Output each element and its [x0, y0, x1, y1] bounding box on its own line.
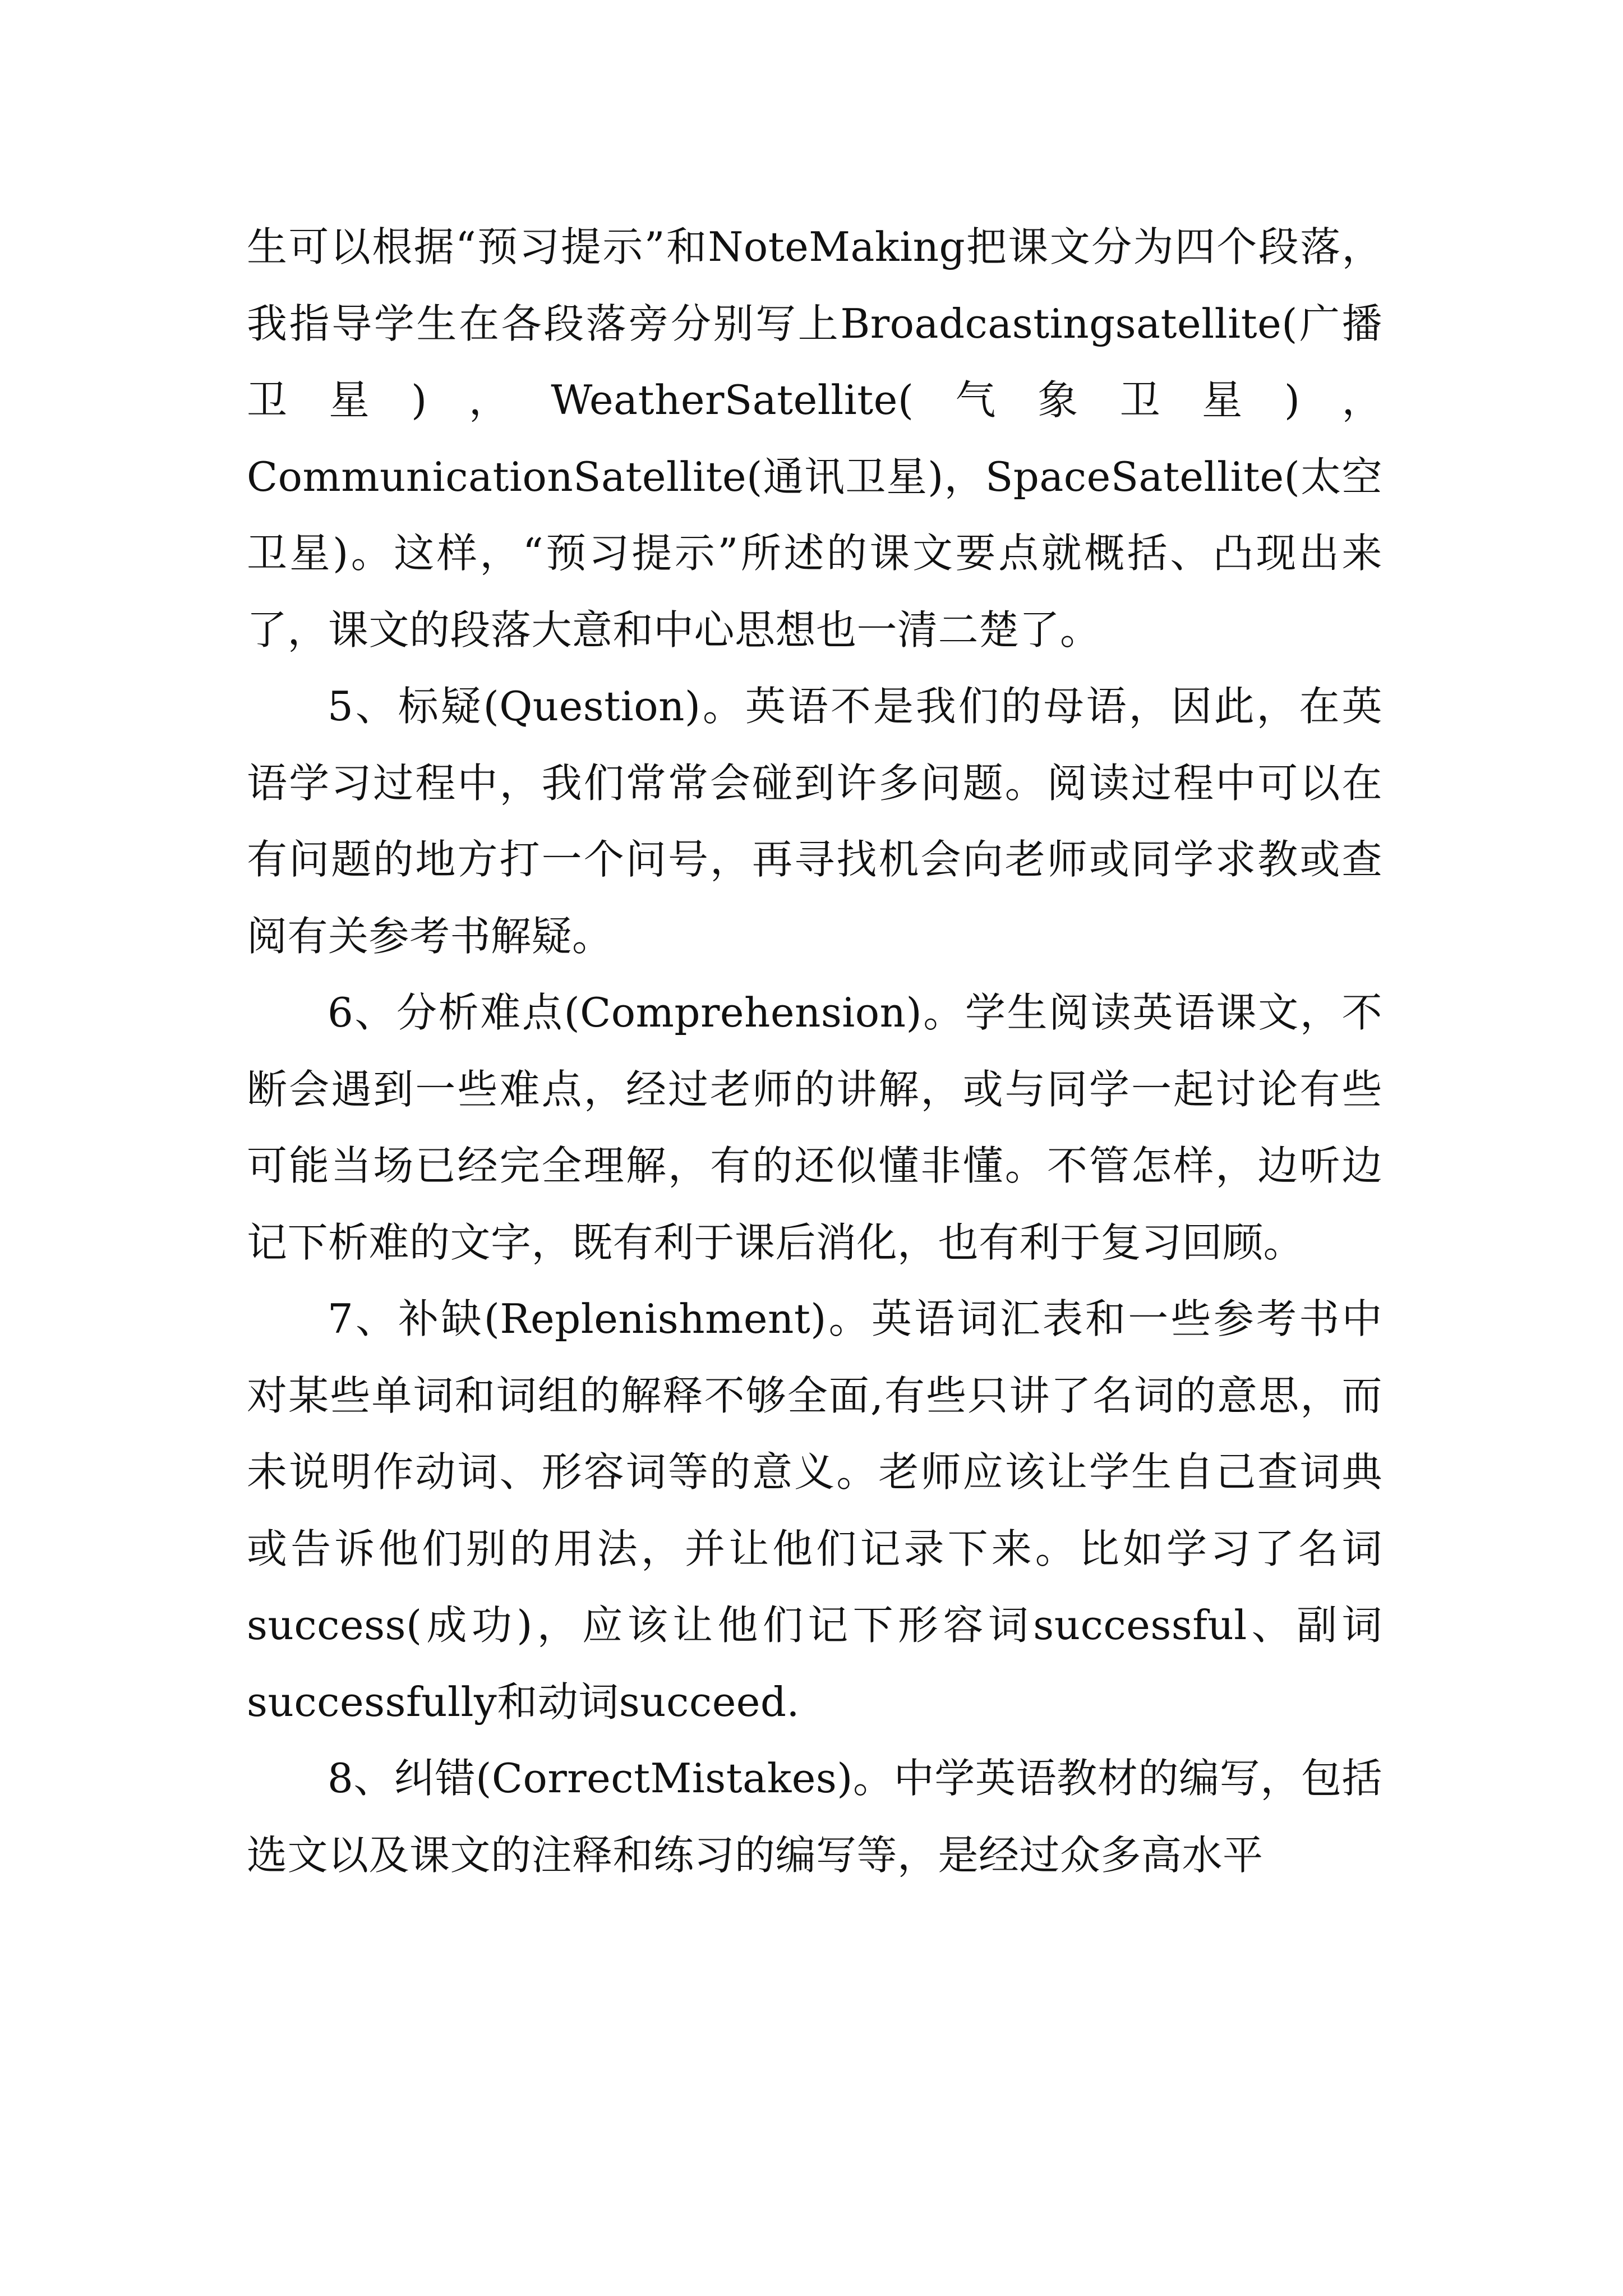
paragraph-8-correct-mistakes: 8、纠错(CorrectMistakes)。中学英语教材的编写，包括选文以及课文的注释和练习的编写等，是经过众多高水平: [247, 1755, 1382, 1879]
paragraph-5-question: 5、标疑(Question)。英语不是我们的母语，因此，在英语学习过程中，我们常常会碰到许多问题。阅读过程中可以在有问题的地方打一个问号，再寻找机会向老师或同学求教或查阅有关参考书解疑。: [247, 683, 1382, 960]
paragraph-7-replenishment: 7、补缺(Replenishment)。英语词汇表和一些参考书中对某些单词和词组的解释不够全面,有些只讲了名词的意思，而未说明作动词、形容词等的意义。老师应该让学生自己查词典或告诉他们别的用法，并让他们记录下来。比如学习了名词success(成功)，应该让他们记下形容词successful、副词successfully和动词succeed.: [247, 1295, 1382, 1726]
paragraph-6-comprehension: 6、分析难点(Comprehension)。学生阅读英语课文，不断会遇到一些难点，经过老师的讲解，或与同学一起讨论有些可能当场已经完全理解，有的还似懂非懂。不管怎样，边听边记下析难的文字，既有利于课后消化，也有利于复习回顾。: [247, 989, 1382, 1266]
body-text: [247, 209, 1382, 1893]
paragraph-continued: 生可以根据“预习提示”和NoteMaking把课文分为四个段落，我指导学生在各段落旁分别写上Broadcastingsatellite(广播卫星)，WeatherSatellite(气象卫星)，CommunicationSatellite(通讯卫星)，SpaceSatellite(太空卫星)。这样，“预习提示”所述的课文要点就概括、凸现出来了，课文的段落大意和中心思想也一清二楚了。: [247, 223, 1382, 654]
